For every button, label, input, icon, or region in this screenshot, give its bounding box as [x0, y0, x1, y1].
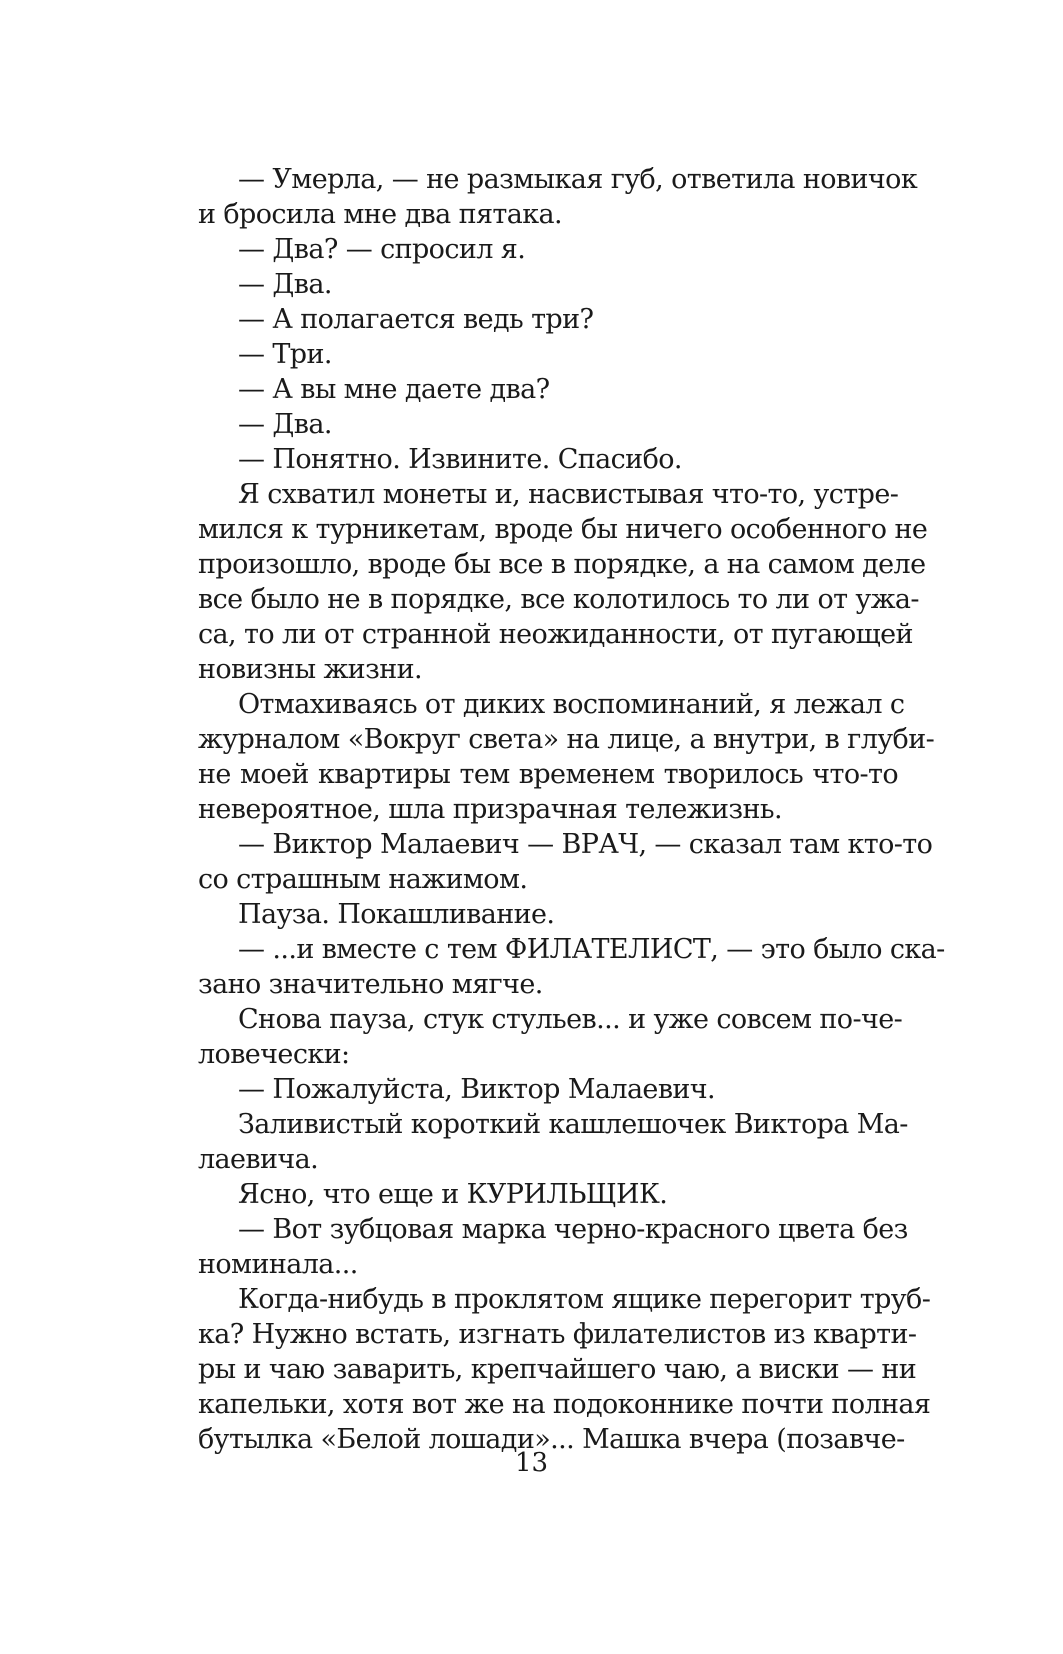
- text-line: ловечески:: [198, 1039, 350, 1070]
- page-number: 13: [514, 1448, 549, 1478]
- text-line: — Виктор Малаевич — ВРАЧ, — сказал там кто-то: [238, 829, 933, 860]
- text-line: са, то ли от странной неожиданности, от пугающей: [198, 619, 913, 650]
- text-line: Снова пауза, стук стульев... и уже совсем по-че-: [238, 1004, 903, 1035]
- text-line: — Пожалуйста, Виктор Малаевич.: [238, 1074, 716, 1105]
- text-line: произошло, вроде бы все в порядке, а на самом деле: [198, 549, 926, 580]
- text-line: невероятное, шла призрачная тележизнь.: [198, 794, 783, 825]
- text-line: новизны жизни.: [198, 654, 422, 685]
- text-line: бутылка «Белой лошади»... Машка вчера (позавче-: [198, 1424, 905, 1455]
- text-line: Отмахиваясь от диких воспоминаний, я лежал с: [238, 689, 905, 720]
- text-line: не моей квартиры тем временем творилось что-то: [198, 759, 898, 790]
- text-line: журналом «Вокруг света» на лице, а внутри, в глуби-: [198, 724, 935, 755]
- text-line: — Два.: [238, 409, 332, 440]
- text-line: Заливистый короткий кашлешочек Виктора Ма-: [238, 1109, 908, 1140]
- text-line: капельки, хотя вот же на подоконнике почти полная: [198, 1389, 931, 1420]
- text-line: Пауза. Покашливание.: [238, 899, 555, 930]
- text-line: — ...и вместе с тем ФИЛАТЕЛИСТ, — это было ска-: [238, 934, 945, 965]
- text-line: Когда-нибудь в проклятом ящике перегорит труб-: [238, 1284, 931, 1315]
- text-line: — А полагается ведь три?: [238, 304, 594, 335]
- text-line: — Понятно. Извините. Спасибо.: [238, 444, 682, 475]
- text-line: мился к турникетам, вроде бы ничего особенного не: [198, 514, 928, 545]
- body-text: [198, 162, 945, 1457]
- text-line: Ясно, что еще и КУРИЛЬЩИК.: [238, 1179, 668, 1210]
- text-line: — Вот зубцовая марка черно-красного цвета без: [238, 1214, 908, 1245]
- text-line: Я схватил монеты и, насвистывая что-то, устре-: [238, 479, 899, 510]
- text-line: — Умерла, — не размыкая губ, ответила новичок: [238, 164, 918, 195]
- text-line: лаевича.: [198, 1144, 319, 1175]
- text-line: ка? Нужно встать, изгнать филателистов из кварти-: [198, 1319, 917, 1350]
- text-line: — А вы мне даете два?: [238, 374, 550, 405]
- text-line: — Три.: [238, 339, 332, 370]
- text-line: номинала...: [198, 1249, 358, 1280]
- text-line: ры и чаю заварить, крепчайшего чаю, а виски — ни: [198, 1354, 917, 1385]
- text-line: со страшным нажимом.: [198, 864, 528, 895]
- text-line: все было не в порядке, все колотилось то ли от ужа-: [198, 584, 919, 615]
- text-line: — Два? — спросил я.: [238, 234, 526, 265]
- text-line: зано значительно мягче.: [198, 969, 543, 1000]
- text-line: — Два.: [238, 269, 332, 300]
- text-line: и бросила мне два пятака.: [198, 199, 563, 230]
